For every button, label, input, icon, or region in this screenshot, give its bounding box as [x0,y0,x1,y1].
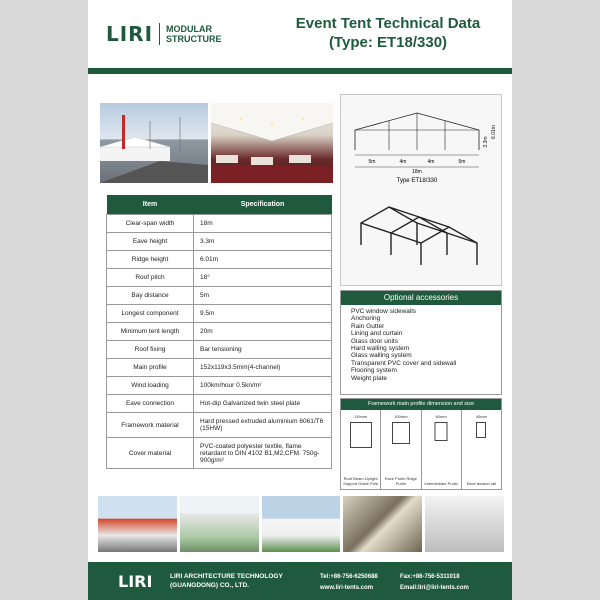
row-spec: Bar tensioning [194,341,332,359]
row-item: Eave height [107,233,194,251]
row-spec: PVC-coated polyester textile, flame retardant to DIN 4102 B1,M2,CFM. 750g-900g/m² [194,438,332,469]
table-row [107,305,332,323]
row-spec: 5m [194,287,332,305]
row-item: Ridge height [107,251,194,269]
gallery-photo [98,496,177,552]
tent-type-label: Type ET18/330 [396,178,438,184]
profile-caption: Intermediate Purlin [424,481,458,486]
row-spec: 3.3m [194,233,332,251]
header-item: Item [107,195,194,215]
accessories-title: Optional accessories [341,291,501,305]
row-item: Minimum tent length [107,323,194,341]
gallery-photo [180,496,259,552]
profile-cells [341,410,501,489]
table-row [107,377,332,395]
list-item: Flooring system [351,367,397,375]
profile-dim: 100mm [394,414,408,419]
table-row [107,395,332,413]
photo-strip [98,496,504,552]
list-item: Lining and curtain [351,330,403,338]
row-spec: 100km/hour 0.5kn/m² [194,377,332,395]
tent-interior-photo [211,103,333,183]
row-spec: 18° [194,269,332,287]
table-row [107,359,332,377]
tent-technical-drawing [340,94,502,286]
segment-label-3: 4m [427,159,435,165]
gallery-photo [343,496,422,552]
frame-isometric-view [361,207,477,265]
row-spec: Hot-dip Galvanized twin steel plate [194,395,332,413]
list-item: Hard walling system [351,345,410,353]
eave-height-label: 3.3m [483,136,489,148]
row-item: Main profile [107,359,194,377]
list-item: Rain Gutter [351,322,385,330]
profile-section-icon [476,422,486,438]
row-spec: Hard pressed extruded aluminium 6061/T6 (15HW) [194,413,332,438]
header-specification: Specification [194,195,332,215]
profile-caption: Eave tension rail [466,481,497,486]
spec-table [106,195,332,469]
profile-dim: 119mm [354,414,368,419]
list-item: Glass door units [351,337,398,345]
profile-dim: 60mm [435,414,447,419]
spec-table-header [107,195,332,215]
list-item: PVC window sidewalls [351,308,417,315]
header [88,0,512,70]
row-spec: 18m [194,215,332,233]
tent-exterior-photo [100,103,208,183]
profile-section-icon [435,422,448,441]
table-row [107,413,332,438]
span-label: 18m [412,169,422,175]
footer-tel: Tel:+86-756-6250688 [320,574,378,580]
list-item: Weight plate [351,374,388,382]
profile-section-icon [350,422,372,448]
profile-caption: Roof Beam Upright Support Gable Pole [343,476,379,486]
profile-dim: 40mm [475,414,487,419]
datasheet-page [88,0,512,600]
list-item: Anchoring [351,315,381,323]
company-name-line-2: (GUANGDONG) CO., LTD. [170,582,249,589]
profile-title: Framework main profile dimension and size [341,399,501,410]
footer-contact-left [320,572,378,594]
company-logo [106,22,222,46]
tent-interior-illustration [211,103,333,183]
segment-label-4: 5m [458,159,466,165]
logo-text-line-1: MODULAR [166,24,213,34]
row-spec: 152x119x3.5mm(4-channel) [194,359,332,377]
frame-elevation-diagram [341,95,501,285]
profile-cell [422,410,462,489]
list-item: Glass walling system [351,352,412,360]
title-line-2: (Type: ET18/330) [328,34,448,51]
footer-email-link[interactable]: Email:liri@liri-tents.com [400,585,469,591]
table-row [107,215,332,233]
footer-fax: Fax:+86-756-5311018 [400,574,460,580]
footer-website-link[interactable]: www.liri-tents.com [320,585,374,591]
segment-label-1: 5m [368,159,376,165]
row-spec: 9.5m [194,305,332,323]
tent-exterior-illustration [100,103,208,183]
row-spec: 20m [194,323,332,341]
row-item: Roof fixing [107,341,194,359]
logo-divider [159,23,160,45]
table-row [107,269,332,287]
profile-cell [381,410,421,489]
row-item: Bay distance [107,287,194,305]
profile-caption: Eave Purlin Ridge Purlin [384,476,417,486]
logo-mark: LIRI [106,22,154,46]
table-row [107,438,332,469]
profile-cell [341,410,381,489]
header-divider-bar [88,68,512,74]
list-item: Transparent PVC cover and sidewall [351,359,457,367]
table-row [107,323,332,341]
table-row [107,287,332,305]
table-row [107,233,332,251]
footer-contact-right [400,572,469,594]
gallery-photo [425,496,504,552]
optional-accessories-box [340,290,502,395]
page-title [268,14,508,52]
title-line-1: Event Tent Technical Data [295,15,481,32]
row-spec: 6.01m [194,251,332,269]
row-item: Eave connection [107,395,194,413]
profile-dimensions-box [340,398,502,490]
table-row [107,341,332,359]
row-item: Framework material [107,413,194,438]
row-item: Cover material [107,438,194,469]
row-item: Clear-span width [107,215,194,233]
logo-text-line-2: STRUCTURE [166,34,222,44]
footer-logo: LIRI [118,572,153,591]
segment-label-2: 4m [399,159,407,165]
profile-cell [462,410,501,489]
footer-company [170,572,283,590]
table-row [107,251,332,269]
profile-section-icon [392,422,410,444]
footer [88,562,512,600]
row-item: Roof pitch [107,269,194,287]
company-name-line-1: LIRI ARCHITECTURE TECHNOLOGY [170,573,283,580]
accessories-list [351,308,501,382]
row-item: Wind loading [107,377,194,395]
ridge-height-label: 6.01m [491,125,497,139]
row-item: Longest component [107,305,194,323]
logo-text [166,24,222,44]
gallery-photo [262,496,341,552]
